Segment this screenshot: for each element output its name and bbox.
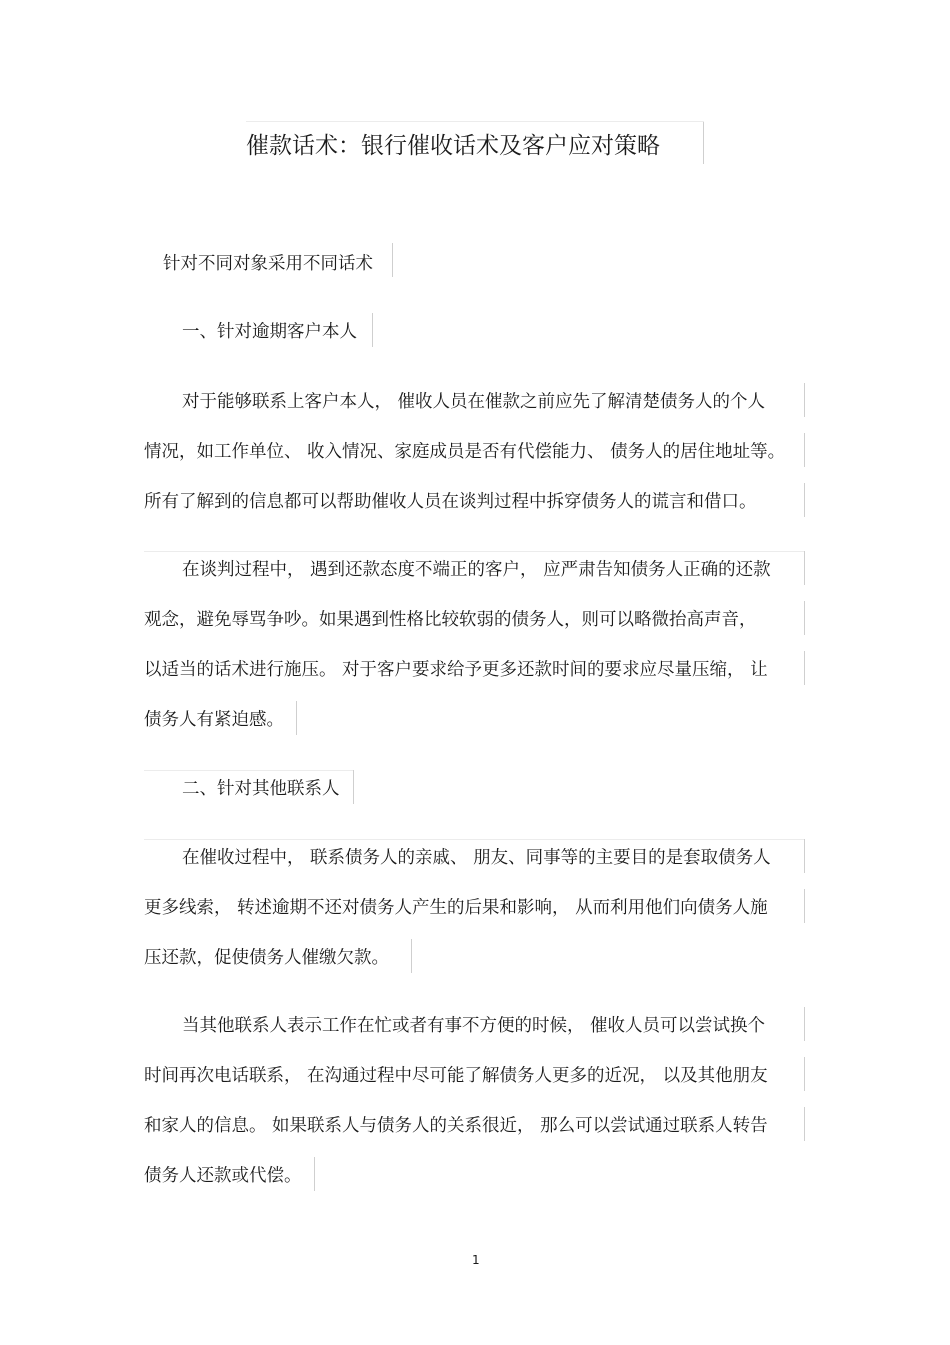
paragraph-line: 更多线索， 转述逾期不还对债务人产生的后果和影响， 从而利用他们向债务人施 bbox=[144, 898, 768, 918]
subtitle-rule bbox=[392, 243, 393, 277]
paragraph-line: 压还款，促使债务人催缴欠款。 bbox=[144, 948, 389, 968]
line-rule bbox=[314, 1157, 315, 1191]
line-rule bbox=[411, 939, 412, 973]
page-number: 1 bbox=[472, 1253, 480, 1267]
paragraph-line: 所有了解到的信息都可以帮助催收人员在谈判过程中拆穿债务人的谎言和借口。 bbox=[144, 492, 757, 512]
paragraph-line: 当其他联系人表示工作在忙或者有事不方便的时候， 催收人员可以尝试换个 bbox=[182, 1016, 766, 1036]
paragraph-line: 对于能够联系上客户本人， 催收人员在催款之前应先了解清楚债务人的个人 bbox=[182, 392, 766, 412]
line-rule bbox=[296, 701, 297, 735]
paragraph-line: 情况，如工作单位、 收入情况、家庭成员是否有代偿能力、 债务人的居住地址等。 bbox=[144, 442, 786, 462]
line-rule bbox=[804, 601, 805, 635]
paragraph-line: 在谈判过程中， 遇到还款态度不端正的客户， 应严肃告知债务人正确的还款 bbox=[182, 560, 771, 580]
paragraph-line: 以适当的话术进行施压。 对于客户要求给予更多还款时间的要求应尽量压缩， 让 bbox=[144, 660, 768, 680]
paragraph-line: 债务人有紧迫感。 bbox=[144, 710, 284, 730]
line-rule bbox=[804, 383, 805, 417]
line-rule bbox=[804, 433, 805, 467]
paragraph-line: 观念，避免辱骂争吵。如果遇到性格比较软弱的债务人，则可以略微抬高声音， bbox=[144, 610, 757, 630]
paragraph-line: 时间再次电话联系， 在沟通过程中尽可能了解债务人更多的近况， 以及其他朋友 bbox=[144, 1066, 768, 1086]
line-rule bbox=[804, 839, 805, 873]
section-1-heading: 一、针对逾期客户本人 bbox=[182, 322, 357, 342]
paragraph-line: 在催收过程中， 联系债务人的亲戚、 朋友、同事等的主要目的是套取债务人 bbox=[182, 848, 771, 868]
title-top-rule bbox=[246, 121, 704, 122]
line-rule bbox=[804, 551, 805, 585]
paragraph-line: 债务人还款或代偿。 bbox=[144, 1166, 302, 1186]
title-rule bbox=[703, 121, 704, 164]
line-rule bbox=[804, 889, 805, 923]
paragraph-top-rule bbox=[144, 839, 804, 840]
line-rule bbox=[804, 651, 805, 685]
section-2-heading: 二、针对其他联系人 bbox=[182, 779, 340, 799]
heading-top-rule bbox=[144, 770, 354, 771]
line-rule bbox=[804, 483, 805, 517]
line-rule bbox=[804, 1057, 805, 1091]
paragraph-line: 和家人的信息。 如果联系人与债务人的关系很近， 那么可以尝试通过联系人转告 bbox=[144, 1116, 768, 1136]
line-rule bbox=[804, 1107, 805, 1141]
paragraph-top-rule bbox=[144, 551, 804, 552]
line-rule bbox=[804, 1007, 805, 1041]
section-subtitle: 针对不同对象采用不同话术 bbox=[163, 254, 373, 274]
section-2-heading-rule bbox=[353, 770, 354, 804]
section-1-heading-rule bbox=[372, 313, 373, 347]
document-title: 催款话术：银行催收话术及客户应对策略 bbox=[246, 133, 660, 159]
